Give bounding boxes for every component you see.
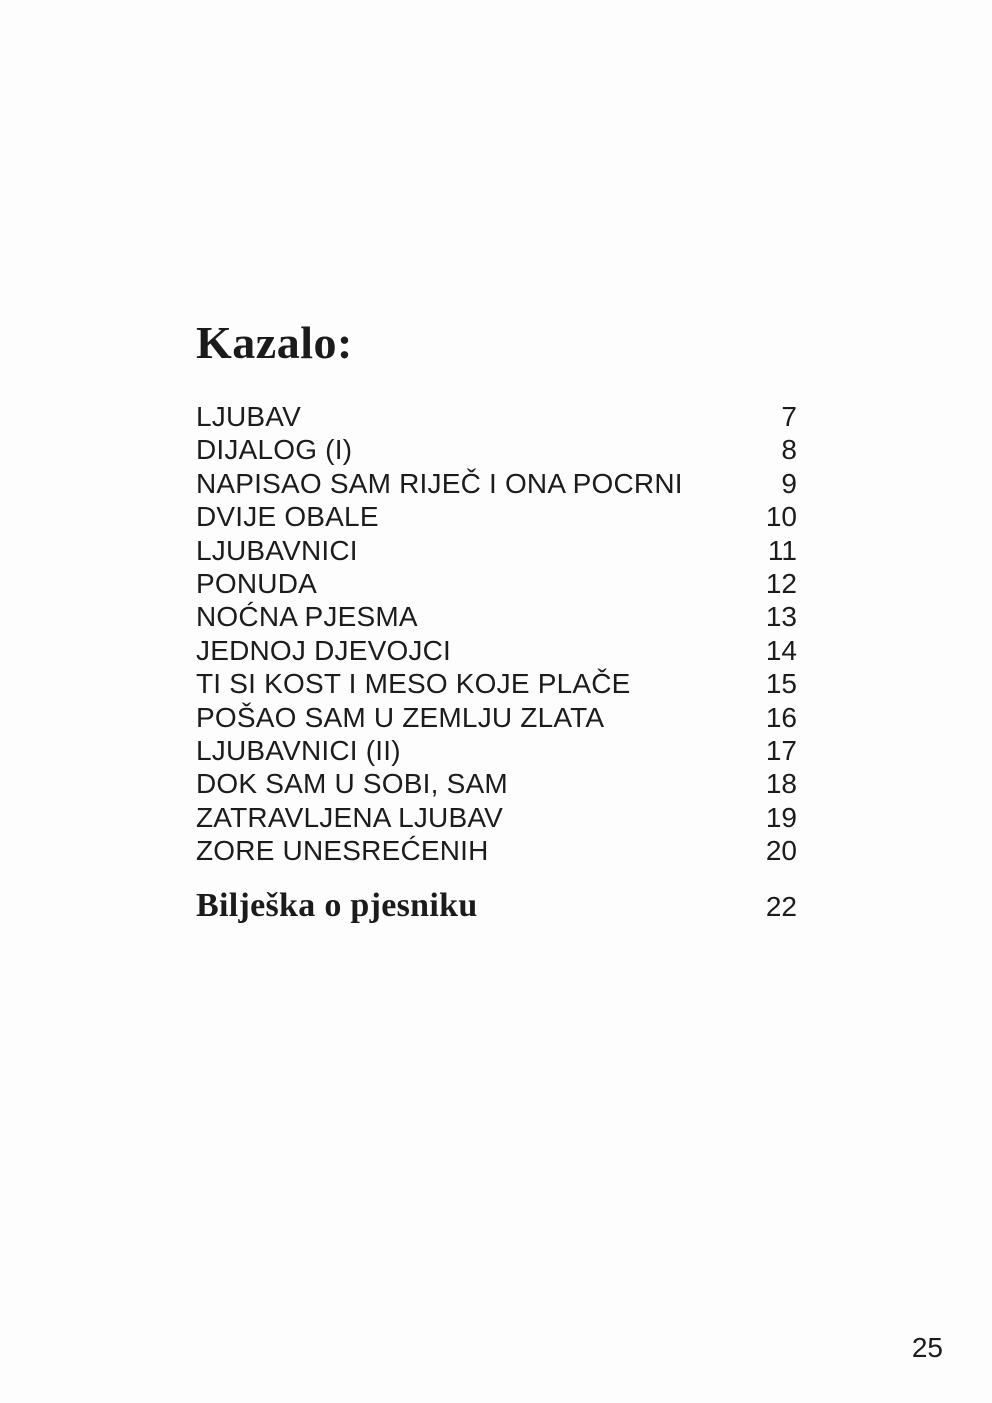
toc-entry-title: ZORE UNESREĆENIH (196, 835, 489, 867)
toc-entry-title: LJUBAVNICI (196, 534, 358, 566)
toc-entry-title: ZATRAVLJENA LJUBAV (196, 801, 504, 833)
toc-entry-title: DVIJE OBALE (196, 501, 379, 533)
toc-row (196, 634, 797, 667)
toc-entry-page: 19 (765, 801, 797, 833)
toc-entry-title: JEDNOJ DJEVOJCI (196, 634, 452, 666)
toc-entry-page: 10 (765, 501, 797, 533)
toc-entry-title: NOĆNA PJESMA (196, 601, 418, 633)
page-number: 25 (911, 1332, 943, 1363)
toc-row (196, 834, 797, 867)
toc-entry-page: 17 (765, 734, 797, 766)
toc-entry-title: LJUBAVNICI (II) (196, 734, 401, 766)
toc-entry-title: LJUBAV (196, 401, 301, 432)
toc-entry-page: 13 (765, 601, 797, 633)
toc-row (196, 500, 797, 533)
toc-row (196, 567, 797, 600)
toc-entry-title: TI SI KOST I MESO KOJE PLAČE (196, 668, 631, 700)
page-title: Kazalo: (196, 317, 353, 368)
toc-row (196, 534, 797, 567)
toc-entry-page: 14 (765, 634, 797, 666)
toc-entry-page: 7 (781, 401, 797, 432)
toc-row (196, 801, 797, 834)
note-entry-page: 22 (765, 891, 797, 922)
toc-entry-page: 15 (765, 668, 797, 700)
note-entry-label: Bilješka o pjesniku (196, 887, 478, 924)
toc-entry-page: 8 (781, 434, 797, 466)
toc-entry-title: DOK SAM U SOBI, SAM (196, 768, 508, 800)
toc-row (196, 767, 797, 800)
toc-entry-title: POŠAO SAM U ZEMLJU ZLATA (196, 701, 605, 733)
toc-row (196, 467, 797, 500)
toc-entry-page: 16 (765, 701, 797, 733)
toc-entry-page: 9 (781, 467, 797, 499)
toc-entry-title: DIJALOG (I) (196, 434, 353, 466)
toc-entry-title: NAPISAO SAM RIJEČ I ONA POCRNI (196, 467, 683, 499)
toc-row (196, 600, 797, 633)
note-entry (196, 886, 797, 927)
toc-row (196, 433, 797, 466)
toc-entry-page: 20 (765, 835, 797, 867)
toc-entry-title: PONUDA (196, 567, 317, 599)
toc-row (196, 701, 797, 734)
toc-row (196, 667, 797, 700)
toc-list (196, 400, 797, 867)
toc-entry-page: 11 (767, 534, 797, 566)
toc-entry-page: 18 (765, 768, 797, 800)
toc-entry-page: 12 (765, 567, 797, 599)
toc-row (196, 400, 797, 433)
toc-row (196, 734, 797, 767)
